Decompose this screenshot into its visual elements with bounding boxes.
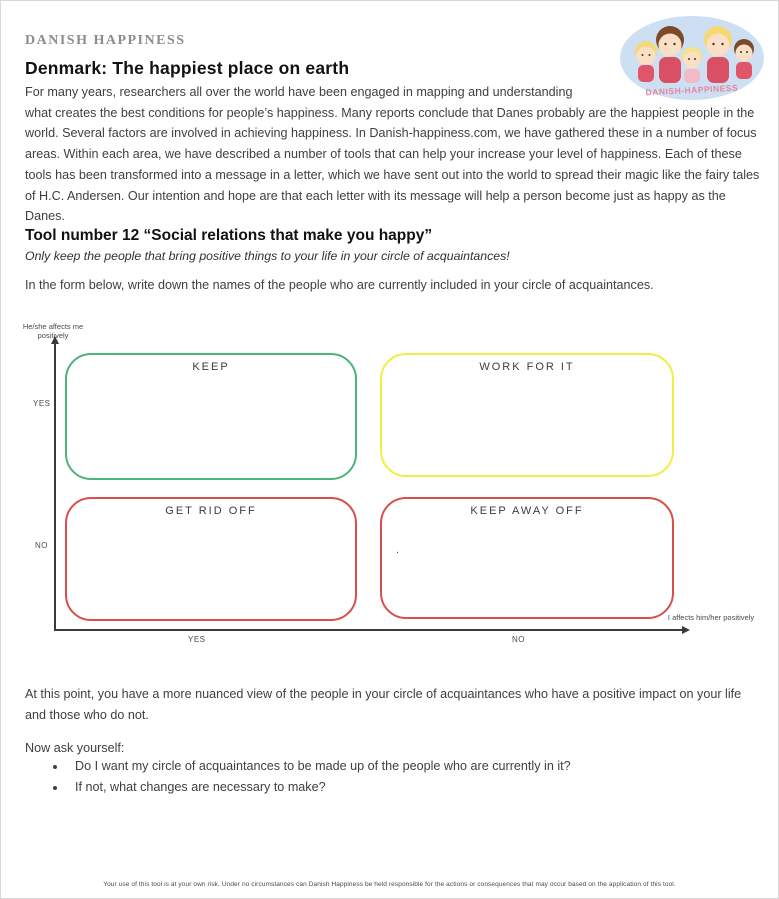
stray-period-mark: . [396, 544, 400, 556]
x-tick-no: NO [512, 635, 525, 644]
tool-subtitle: Only keep the people that bring positive things to your life in your circle of acquaintances! [25, 249, 510, 263]
y-tick-yes: YES [33, 399, 51, 408]
outro-paragraph: At this point, you have a more nuanced view of the people in your circle of acquaintances who have a positive impact on your life and those who do not. [25, 687, 742, 722]
x-axis-arrow-icon [682, 626, 690, 634]
quadrant-keep [65, 353, 357, 480]
quadrant-work-for-it-label: WORK FOR IT [479, 361, 575, 373]
ask-yourself-line: Now ask yourself: [25, 741, 125, 755]
list-item: • Do I want my circle of acquaintances to be made up of the people who are currently in it? [67, 756, 779, 777]
quadrant-chart [0, 320, 779, 670]
tool-instruction: In the form below, write down the names of the people who are currently included in your circle of acquaintances. [25, 278, 654, 292]
quadrant-get-rid-off [65, 497, 357, 621]
list-item: • If not, what changes are necessary to make? [67, 777, 779, 798]
quadrant-keep-away-off [380, 497, 674, 619]
x-tick-yes: YES [188, 635, 206, 644]
logo-text: DANISH-HAPPINESS [645, 82, 739, 98]
quadrant-get-rid-off-label: GET RID OFF [165, 505, 257, 517]
logo-text-wrap-spacer [596, 82, 764, 102]
y-axis-line [54, 344, 56, 630]
quadrant-keep-label: KEEP [192, 361, 230, 373]
quadrant-keep-away-off-label: KEEP AWAY OFF [470, 505, 584, 517]
x-axis-label: I affects him/her positively [667, 613, 755, 622]
footer-disclaimer: Your use of this tool is at your own risk. Under no circumstances can Danish Happiness be held responsible for the actions or consequences that may occur based on the application of this tool. [103, 881, 676, 888]
intro-text: For many years, researchers all over the world have been engaged in mapping and understanding what creates the best conditions for people’s happiness. Many reports conclude that Danes probably are the happiest people in the world. Several factors are involved in achieving happiness. In Danish-happiness.com, we have gathered these in a number of focus areas. Within each area, we have described a number of tools that can help your increase your level of happiness. Each of these tools has been transformed into a message in a letter, which we have sent out into the world to spread their magic like the fairy tales of H.C. Andersen. Our intention and hope are that each letter with its message will help a person become just as happy as the Danes. [25, 85, 760, 224]
page-title: Denmark: The happiest place on earth [25, 58, 350, 78]
brand-header: DANISH HAPPINESS [25, 33, 186, 48]
quadrant-work-for-it [380, 353, 674, 477]
x-axis-line [54, 629, 682, 631]
y-tick-no: NO [35, 541, 48, 550]
ask-yourself-list [25, 756, 779, 798]
logo-kid-1 [635, 41, 657, 82]
tool-heading: Tool number 12 “Social relations that make you happy” [25, 227, 433, 244]
y-axis-arrow-icon [51, 336, 59, 344]
intro-paragraph [25, 82, 764, 227]
y-axis-label: He/she affects me positively [22, 322, 84, 340]
